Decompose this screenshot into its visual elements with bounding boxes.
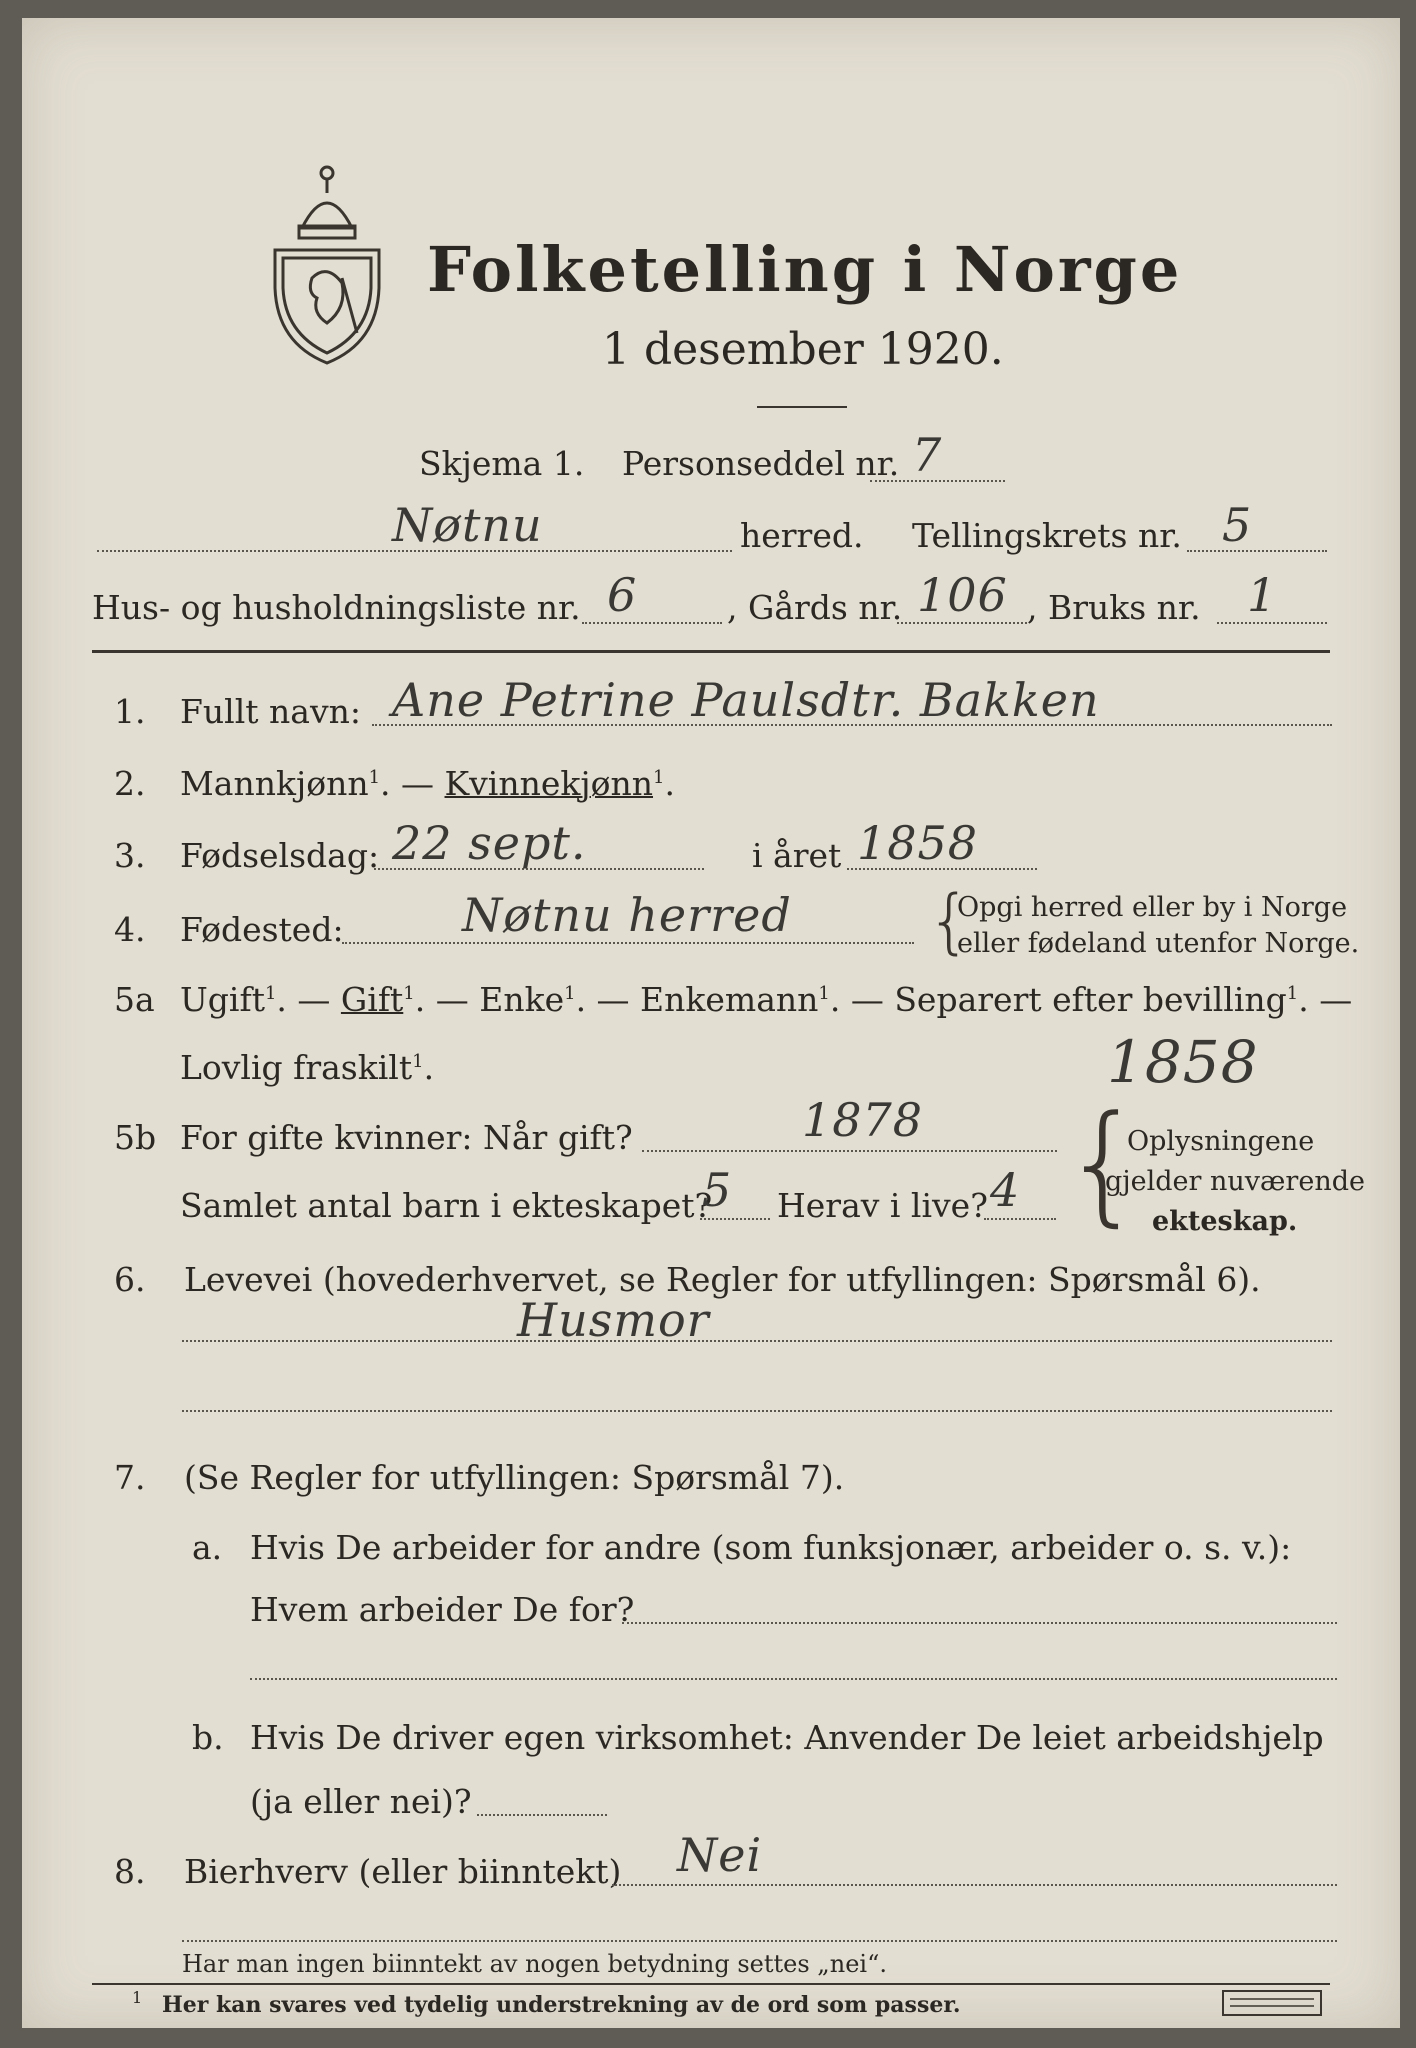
- gards-label: , Gårds nr.: [727, 588, 903, 627]
- birthday-label: Fødselsdag:: [180, 836, 380, 875]
- gards-value[interactable]: 106: [917, 568, 1008, 622]
- husholdningsliste-value[interactable]: 6: [607, 568, 638, 622]
- tellingskrets-label: Tellingskrets nr.: [912, 516, 1182, 555]
- census-form-sheet: [22, 18, 1400, 2028]
- title-divider: [757, 406, 847, 408]
- married-year-value[interactable]: 1878: [802, 1093, 924, 1147]
- sex-options: Mannkjønn$^1$. — Kvinnekjønn$^1$.: [180, 764, 675, 803]
- census-date: 1 desember 1920.: [602, 324, 1004, 375]
- margin-handwritten-year: 1858: [1107, 1028, 1259, 1096]
- separert-option[interactable]: Separert efter bevilling: [894, 980, 1287, 1019]
- occupation-label: Levevei (hovederhvervet, se Regler for utfyllingen: Spørsmål 6).: [184, 1260, 1261, 1299]
- q4-number: 4.: [114, 910, 146, 949]
- ugift-option[interactable]: Ugift: [180, 980, 265, 1019]
- side-income-note: Har man ingen biinntekt av nogen betydning settes „nei“.: [182, 1950, 887, 1978]
- gift-option-selected[interactable]: Gift: [340, 980, 404, 1019]
- tellingskrets-value[interactable]: 5: [1222, 498, 1253, 552]
- occupation-value[interactable]: Husmor: [517, 1293, 710, 1347]
- q7b-letter: b.: [192, 1718, 224, 1757]
- norwegian-coat-of-arms-icon: [257, 158, 397, 373]
- q5a-number: 5a: [114, 980, 155, 1019]
- female-option-selected[interactable]: Kvinnekjønn: [444, 764, 654, 803]
- q8-number: 8.: [114, 1852, 146, 1891]
- q1-number: 1.: [114, 692, 146, 731]
- q6-number: 6.: [114, 1260, 146, 1299]
- employer-field[interactable]: [622, 1622, 1337, 1624]
- q7a-letter: a.: [192, 1528, 223, 1567]
- fraskilt-option[interactable]: Lovlig fraskilt: [180, 1048, 413, 1087]
- bruks-value[interactable]: 1: [1247, 568, 1278, 622]
- personseddel-label: Personseddel nr.: [622, 444, 900, 483]
- full-name-label: Fullt navn:: [180, 692, 361, 731]
- q7b-text: Hvis De driver egen virksomhet: Anvender De leiet arbeidshjelp: [250, 1718, 1324, 1757]
- herred-label: herred.: [740, 516, 864, 555]
- birth-year-label: i året: [752, 836, 842, 875]
- birthplace-note-line1: Opgi herred eller by i Norge: [957, 892, 1348, 923]
- form-title: Folketelling i Norge: [427, 233, 1183, 306]
- footnote-text: Her kan svares ved tydelig understrekning av de ord som passer.: [162, 1992, 961, 2018]
- hired-help-label: (ja eller nei)?: [250, 1782, 472, 1821]
- header-rule: [92, 650, 1330, 653]
- full-name-value[interactable]: Ane Petrine Paulsdtr. Bakken: [392, 673, 1100, 727]
- children-living-value[interactable]: 4: [990, 1163, 1021, 1217]
- marriage-note-line3: ekteskap.: [1152, 1206, 1298, 1237]
- birthplace-note-line2: eller fødeland utenfor Norge.: [957, 928, 1360, 959]
- q5b-number: 5b: [114, 1118, 157, 1157]
- children-total-label: Samlet antal barn i ekteskapet?: [180, 1186, 713, 1225]
- birth-year-value[interactable]: 1858: [857, 816, 979, 870]
- personseddel-value[interactable]: 7: [912, 428, 943, 482]
- enke-option[interactable]: Enke: [479, 980, 565, 1019]
- birthplace-value[interactable]: Nøtnu herred: [462, 888, 792, 942]
- marriage-note-line1: Oplysningene: [1127, 1126, 1315, 1157]
- employer-label: Hvem arbeider De for?: [250, 1590, 635, 1629]
- birthplace-label: Fødested:: [180, 910, 344, 949]
- footer-rule: [92, 1983, 1330, 1985]
- birthday-value[interactable]: 22 sept.: [392, 816, 587, 870]
- children-total-value[interactable]: 5: [702, 1163, 733, 1217]
- side-income-value[interactable]: Nei: [677, 1828, 763, 1882]
- q2-number: 2.: [114, 764, 146, 803]
- footnote-marker: 1: [132, 1988, 143, 2007]
- enkemann-option[interactable]: Enkemann: [640, 980, 819, 1019]
- side-income-label: Bierhverv (eller biinntekt): [184, 1852, 622, 1891]
- bruks-label: , Bruks nr.: [1027, 588, 1201, 627]
- printer-stamp-icon: [1222, 1990, 1322, 2016]
- children-living-label: Herav i live?: [777, 1186, 988, 1225]
- q7a-text: Hvis De arbeider for andre (som funksjonær, arbeider o. s. v.):: [250, 1528, 1292, 1567]
- married-when-label: For gifte kvinner: Når gift?: [180, 1118, 633, 1157]
- marital-status-options: Ugift$^1$. — Gift$^1$. — Enke$^1$. — Enkemann$^1$. — Separert efter bevilling$^1$. —: [180, 980, 1353, 1019]
- note-brace: {: [927, 880, 972, 962]
- herred-value[interactable]: Nøtnu: [392, 498, 543, 552]
- q3-number: 3.: [114, 836, 146, 875]
- fraskilt-option-line: Lovlig fraskilt$^1$.: [180, 1048, 435, 1087]
- marriage-note-line2: gjelder nuværende: [1105, 1166, 1365, 1197]
- note-brace: {: [1062, 1087, 1145, 1239]
- husholdningsliste-label: Hus- og husholdningsliste nr.: [92, 588, 581, 627]
- q7-label: (Se Regler for utfyllingen: Spørsmål 7).: [184, 1458, 845, 1497]
- hired-help-field[interactable]: [477, 1814, 607, 1816]
- q7-number: 7.: [114, 1458, 146, 1497]
- male-option[interactable]: Mannkjønn: [180, 764, 369, 803]
- skjema-label: Skjema 1.: [419, 444, 585, 483]
